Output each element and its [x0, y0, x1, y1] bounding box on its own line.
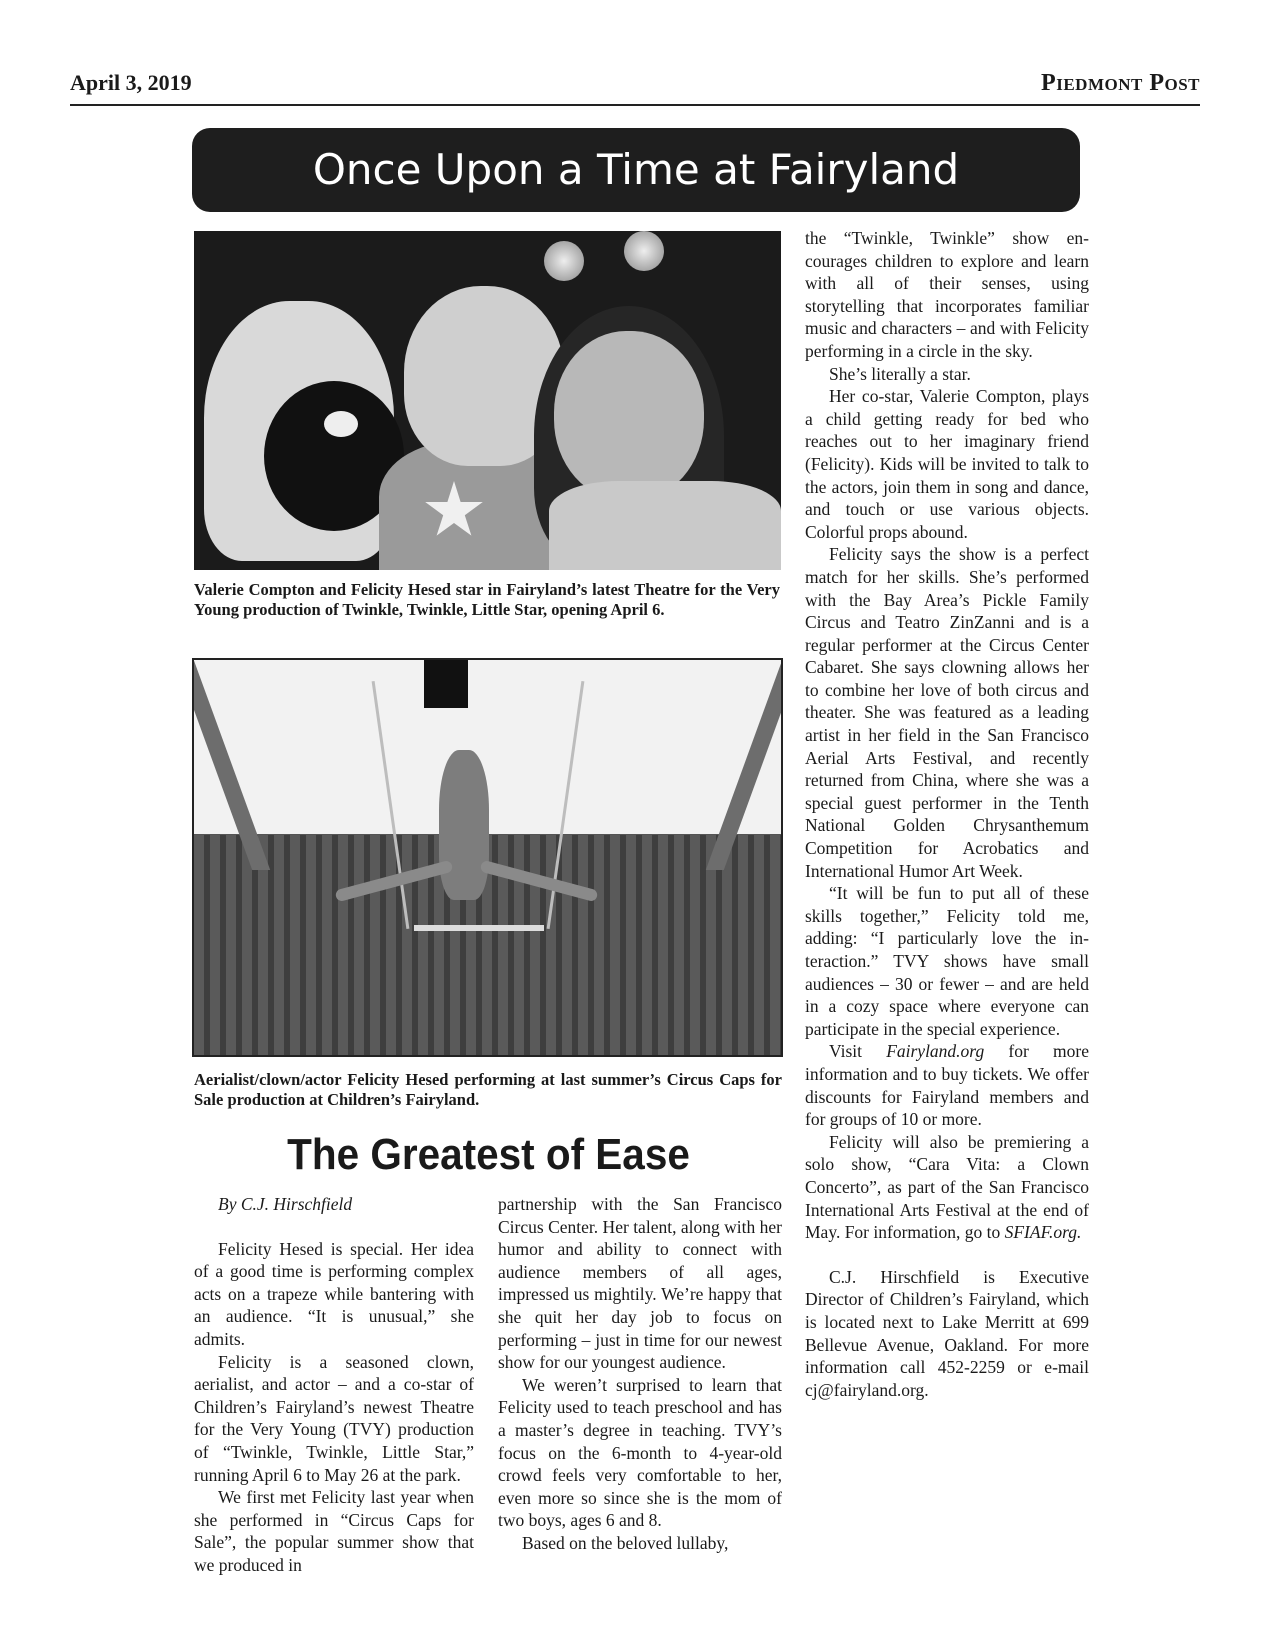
paragraph — [805, 1131, 1089, 1244]
actor-face — [554, 331, 704, 501]
photo2-caption: Aerialist/clown/actor Felicity Hesed performing at last summer’s Circus Caps for Sale production at Children’s Fairyland. — [194, 1070, 782, 1109]
article-headline: The Greatest of Ease — [287, 1130, 690, 1179]
text: Felicity will also be premiering a solo show, “Cara Vita: a Clown Concerto”, as part of the San Francisco International Arts Festival at the end of May. For information, go to — [805, 1131, 1089, 1243]
festival-link[interactable]: SFIAF.org. — [1004, 1222, 1082, 1243]
trapeze-bar — [414, 925, 544, 931]
issue-date: April 3, 2019 — [70, 70, 192, 95]
sparkly-cape — [549, 481, 781, 570]
text: Visit — [829, 1041, 887, 1062]
author-bio: C.J. Hirschfield is Executive Director of Children’s Fairyland, which is located next to Lake Merritt at 699 Bellevue Avenue, Oakland. For more information call 452-2259 or e-mail cj@fairyland.org. — [805, 1266, 1089, 1400]
paragraph: Felicity Hesed is special. Her idea of a good time is performing complex acts on a trapeze while bantering with an audience. “It is unusual,” she admits. — [194, 1238, 474, 1349]
banner-title: Once Upon a Time at Fairyland — [312, 145, 960, 194]
photo1-caption: Valerie Compton and Felicity Hesed star in Fairyland’s latest Theatre for the Very Young production of Twinkle, Twinkle, Little Star, opening April 6. — [194, 580, 780, 619]
photo-compton-hesed — [194, 231, 781, 570]
antenna-pompom — [544, 241, 584, 281]
website-link[interactable]: Fairyland.org — [886, 1041, 985, 1062]
paragraph: She’s literally a star. — [829, 363, 971, 384]
paragraph-continued: partnership with the San Francisco Circus Center. Her talent, along with her humor and ability to connect with audience members of all ages, impressed us mightily. We’re happy that she quit her day job to focus on performing – just in time for our newest show for our youngest audience. — [498, 1194, 782, 1373]
stage-speaker — [424, 660, 468, 708]
paragraph-continued: the “Twinkle, Twinkle” show encourages children to explore and learn with all of their senses, using storytelling that incorporates familiar music and characters – and with Felicity performing in a circle in the sky. — [805, 228, 1089, 361]
paragraph — [805, 1040, 1089, 1130]
article-column-1 — [194, 1193, 474, 1577]
publication-name: Piedmont Post — [1041, 70, 1200, 96]
aerialist-figure — [439, 750, 489, 900]
paragraph: Felicity is a seasoned clown, aerialist, and actor – and a co-star of Children’s Fairyland’s newest Theatre for the Very Young (TVY) production of “Twinkle, Twinkle, Little Star,” running April 6 to May 26 at the park. — [194, 1351, 474, 1485]
article-column-2 — [498, 1193, 782, 1555]
paragraph: We weren’t surprised to learn that Felicity used to teach preschool and has a master’s degree in teaching. TVY’s focus on the 6-month to 4-year-old crowd feels very comfortable to her, even more so since she is the mom of two boys, ages 6 and 8. — [498, 1374, 782, 1531]
paragraph: Based on the beloved lullaby, — [522, 1532, 729, 1553]
header-rule — [70, 104, 1200, 106]
photo-aerialist — [192, 658, 783, 1057]
byline: By C.J. Hirschfield — [218, 1194, 353, 1214]
antenna-pompom — [624, 231, 664, 271]
section-banner — [192, 128, 1080, 212]
paragraph: “It will be fun to put all of these skills together,” Felicity told me, adding: “I particularly love the interaction.” TVY shows have small audiences – 30 or fewer – and are held in a cozy space where everyone can participate in the special experience. — [805, 883, 1089, 1039]
article-column-3 — [805, 227, 1089, 1401]
spacer — [805, 1244, 1089, 1266]
lamb-eye — [324, 411, 358, 437]
paragraph: Her co-star, Valerie Compton, plays a child getting ready for bed who reaches out to her imaginary friend (Felicity). Kids will be invited to talk to the actors, join them in song and dance, and touch or use various objects. Colorful props abound. — [805, 386, 1089, 542]
text: for more information and to buy tickets. We offer discounts for Fairyland members and for groups of 10 or more. — [805, 1041, 1089, 1130]
paragraph: We first met Felicity last year when she performed in “Circus Caps for Sale”, the popular summer show that we produced in — [194, 1487, 474, 1575]
paragraph: Felicity says the show is a perfect match for her skills. She’s performed with the Bay Area’s Pickle Family Circus and Teatro ZinZanni and is a regular performer at the Circus Center Cabaret. She says clowning allows her to combine her love of both circus and theater. She was featured as a leading artist in her field in the San Francisco Aerial Arts Festival, and recently returned from China, where she was a special guest performer in the Tenth National Golden Chrysanthemum Competition for Acrobatics and International Humor Art Week. — [805, 544, 1089, 881]
